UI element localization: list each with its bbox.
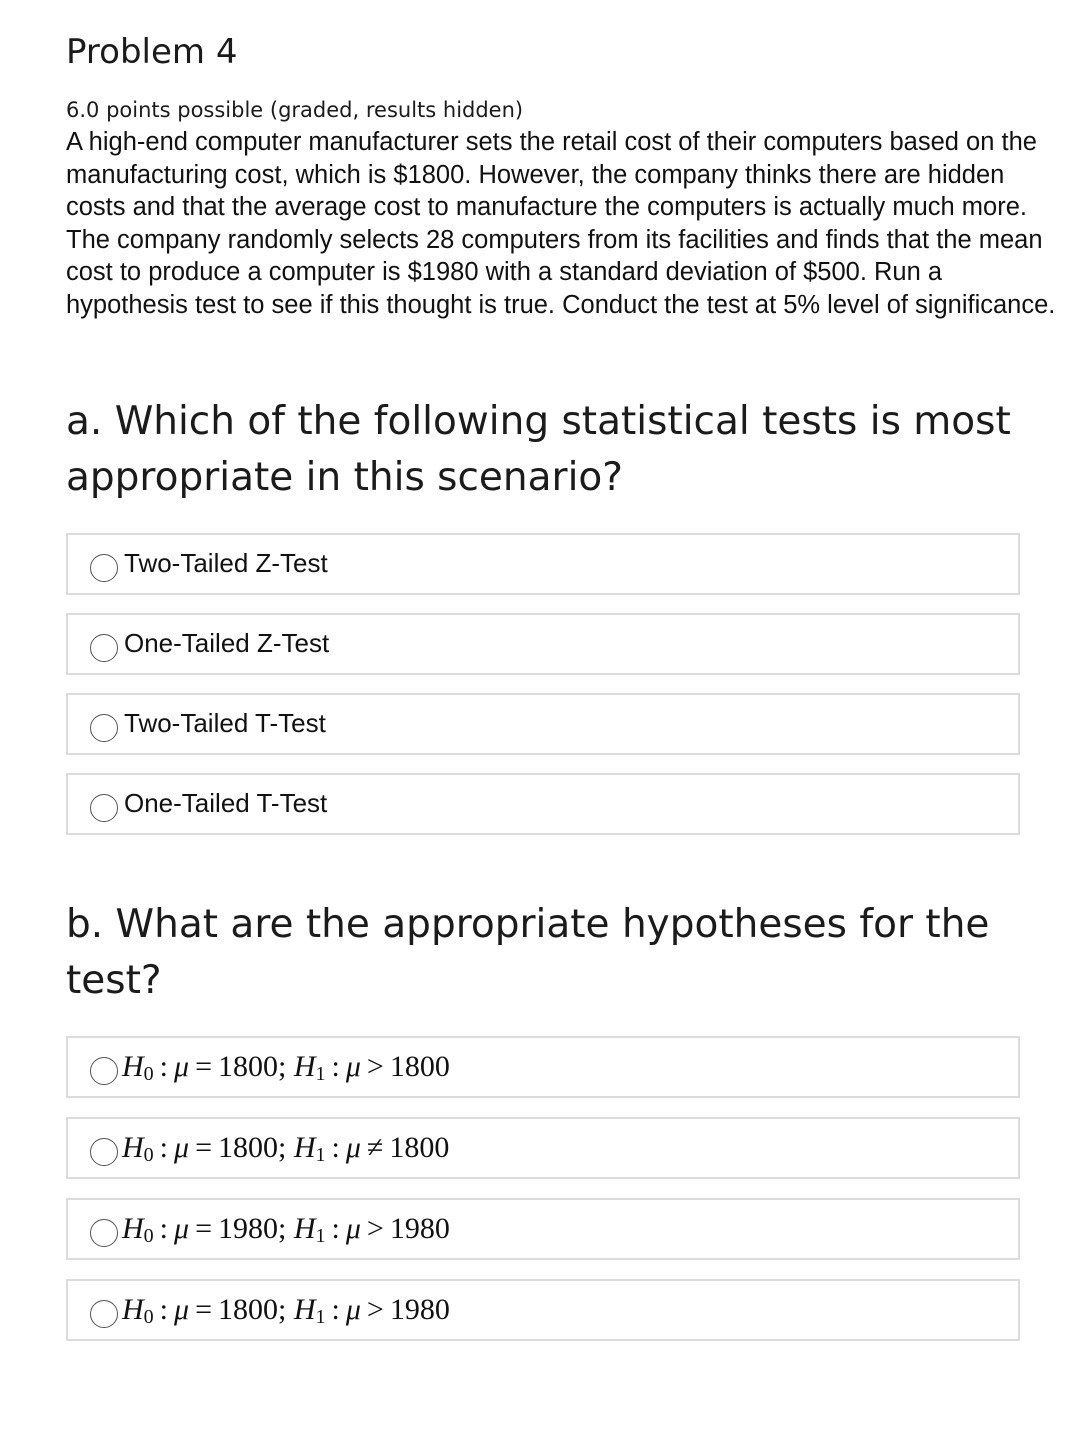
hypothesis-formula: $H_0$ : μ = 1800; $H_1$ : μ > 1980 bbox=[122, 1293, 450, 1328]
option-hypothesis-3[interactable] bbox=[66, 1198, 1020, 1260]
option-label: One-Tailed Z-Test bbox=[124, 628, 330, 658]
option-one-tailed-z-test[interactable] bbox=[66, 613, 1020, 675]
option-two-tailed-z-test[interactable] bbox=[66, 533, 1020, 595]
radio-button-icon[interactable] bbox=[90, 794, 118, 822]
problem-statement: A high-end computer manufacturer sets the retail cost of their computers based on the manufacturing cost, which is $1800. However, the company thinks there are hidden costs and that the average cost to manufacture the computers is actually much more. The company randomly selects 28 computers from its facilities and finds that the mean cost to produce a computer is $1980 with a standard deviation of $500. Run a hypothesis test to see if this thought is true. Conduct the test at 5% level of significance. bbox=[66, 128, 1056, 319]
option-hypothesis-1[interactable] bbox=[66, 1036, 1020, 1098]
option-hypothesis-4[interactable] bbox=[66, 1279, 1020, 1341]
hypothesis-formula: $H_0$ : μ = 1800; $H_1$ : μ > 1800 bbox=[122, 1050, 450, 1085]
option-label: One-Tailed T-Test bbox=[124, 788, 328, 818]
option-hypothesis-2[interactable] bbox=[66, 1117, 1020, 1179]
option-two-tailed-t-test[interactable] bbox=[66, 693, 1020, 755]
radio-button-icon[interactable] bbox=[90, 714, 118, 742]
radio-button-icon[interactable] bbox=[90, 1057, 118, 1085]
radio-button-icon[interactable] bbox=[90, 1219, 118, 1247]
problem-title: Problem 4 bbox=[66, 32, 238, 72]
radio-button-icon[interactable] bbox=[90, 1138, 118, 1166]
option-label: Two-Tailed T-Test bbox=[124, 708, 326, 738]
question-a-prompt: a. Which of the following statistical tests is most appropriate in this scenario? bbox=[66, 399, 1011, 500]
points-info: 6.0 points possible (graded, results hidden) bbox=[66, 98, 524, 122]
option-label: Two-Tailed Z-Test bbox=[124, 548, 328, 578]
hypothesis-formula: $H_0$ : μ = 1800; $H_1$ : μ ≠ 1800 bbox=[122, 1131, 450, 1166]
option-one-tailed-t-test[interactable] bbox=[66, 773, 1020, 835]
radio-button-icon[interactable] bbox=[90, 634, 118, 662]
radio-button-icon[interactable] bbox=[90, 1300, 118, 1328]
question-b-prompt: b. What are the appropriate hypotheses for the test? bbox=[66, 902, 990, 1003]
radio-button-icon[interactable] bbox=[90, 554, 118, 582]
hypothesis-formula: $H_0$ : μ = 1980; $H_1$ : μ > 1980 bbox=[122, 1212, 450, 1247]
